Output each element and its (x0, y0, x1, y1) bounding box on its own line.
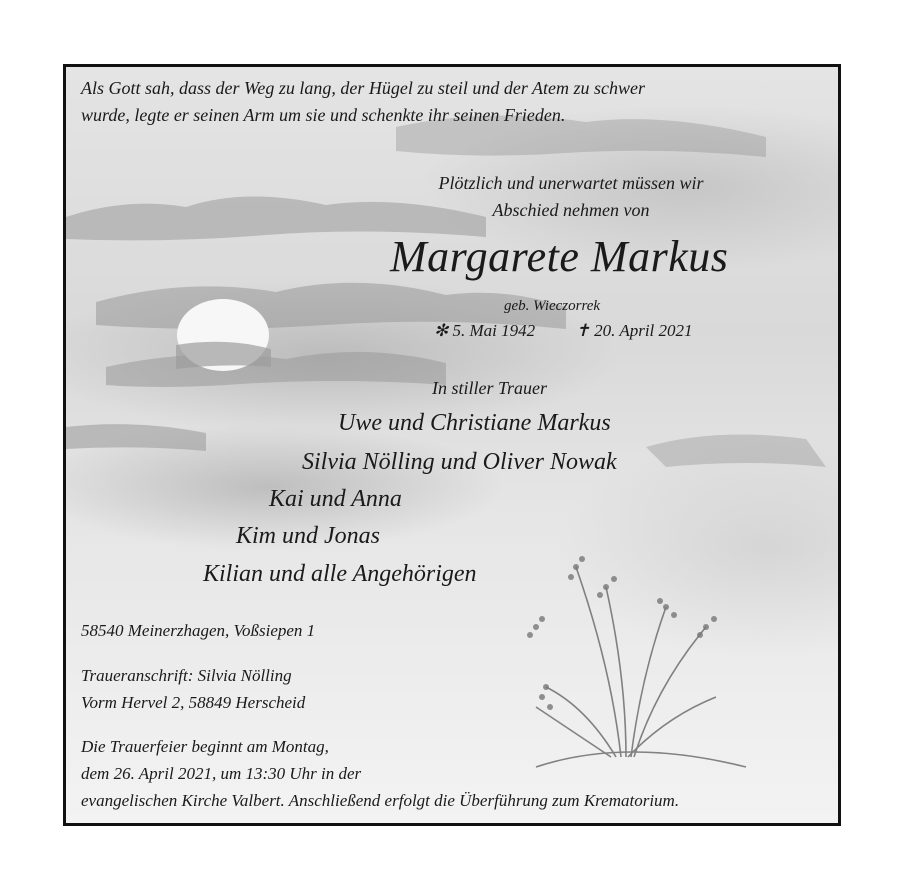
condolence-line: Vorm Hervel 2, 58849 Herscheid (81, 693, 306, 712)
deceased-name: Margarete Markus (390, 232, 729, 281)
birth-star-icon: ✻ (434, 321, 449, 340)
mourners-heading: In stiller Trauer (432, 378, 548, 398)
funeral-line: evangelischen Kirche Valbert. Anschließend erfolgt die Überführung zum Krematorium. (81, 791, 680, 810)
condolence-line: Traueranschrift: Silvia Nölling (81, 666, 292, 685)
quote-line: wurde, legte er seinen Arm um sie und schenkte ihr seinen Frieden. (81, 105, 566, 125)
obituary-frame (63, 64, 841, 826)
funeral-notice (81, 733, 679, 814)
intro-line: Abschied nehmen von (492, 200, 650, 220)
funeral-line: Die Trauerfeier beginnt am Montag, (81, 737, 329, 756)
mourner-name: Silvia Nölling und Oliver Nowak (302, 449, 617, 475)
intro-text (401, 170, 741, 224)
mourner-name: Kai und Anna (269, 486, 402, 512)
condolence-address (81, 662, 305, 716)
quote-text (81, 75, 645, 129)
death-date: 20. April 2021 (594, 321, 693, 340)
maiden-name: geb. Wieczorrek (504, 298, 601, 314)
birth-date: 5. Mai 1942 (452, 321, 536, 340)
death-cross-icon: ✝ (575, 321, 590, 340)
mourner-name: Kilian und alle Angehörigen (203, 561, 477, 587)
intro-line: Plötzlich und unerwartet müssen wir (438, 173, 704, 193)
quote-line: Als Gott sah, dass der Weg zu lang, der Hügel zu steil und der Atem zu schwer (81, 78, 645, 98)
life-dates (434, 321, 693, 341)
mourner-name: Kim und Jonas (236, 523, 380, 549)
mourner-name: Uwe und Christiane Markus (338, 410, 611, 436)
residence-address: 58540 Meinerzhagen, Voßsiepen 1 (81, 621, 316, 640)
funeral-line: dem 26. April 2021, um 13:30 Uhr in der (81, 764, 362, 783)
